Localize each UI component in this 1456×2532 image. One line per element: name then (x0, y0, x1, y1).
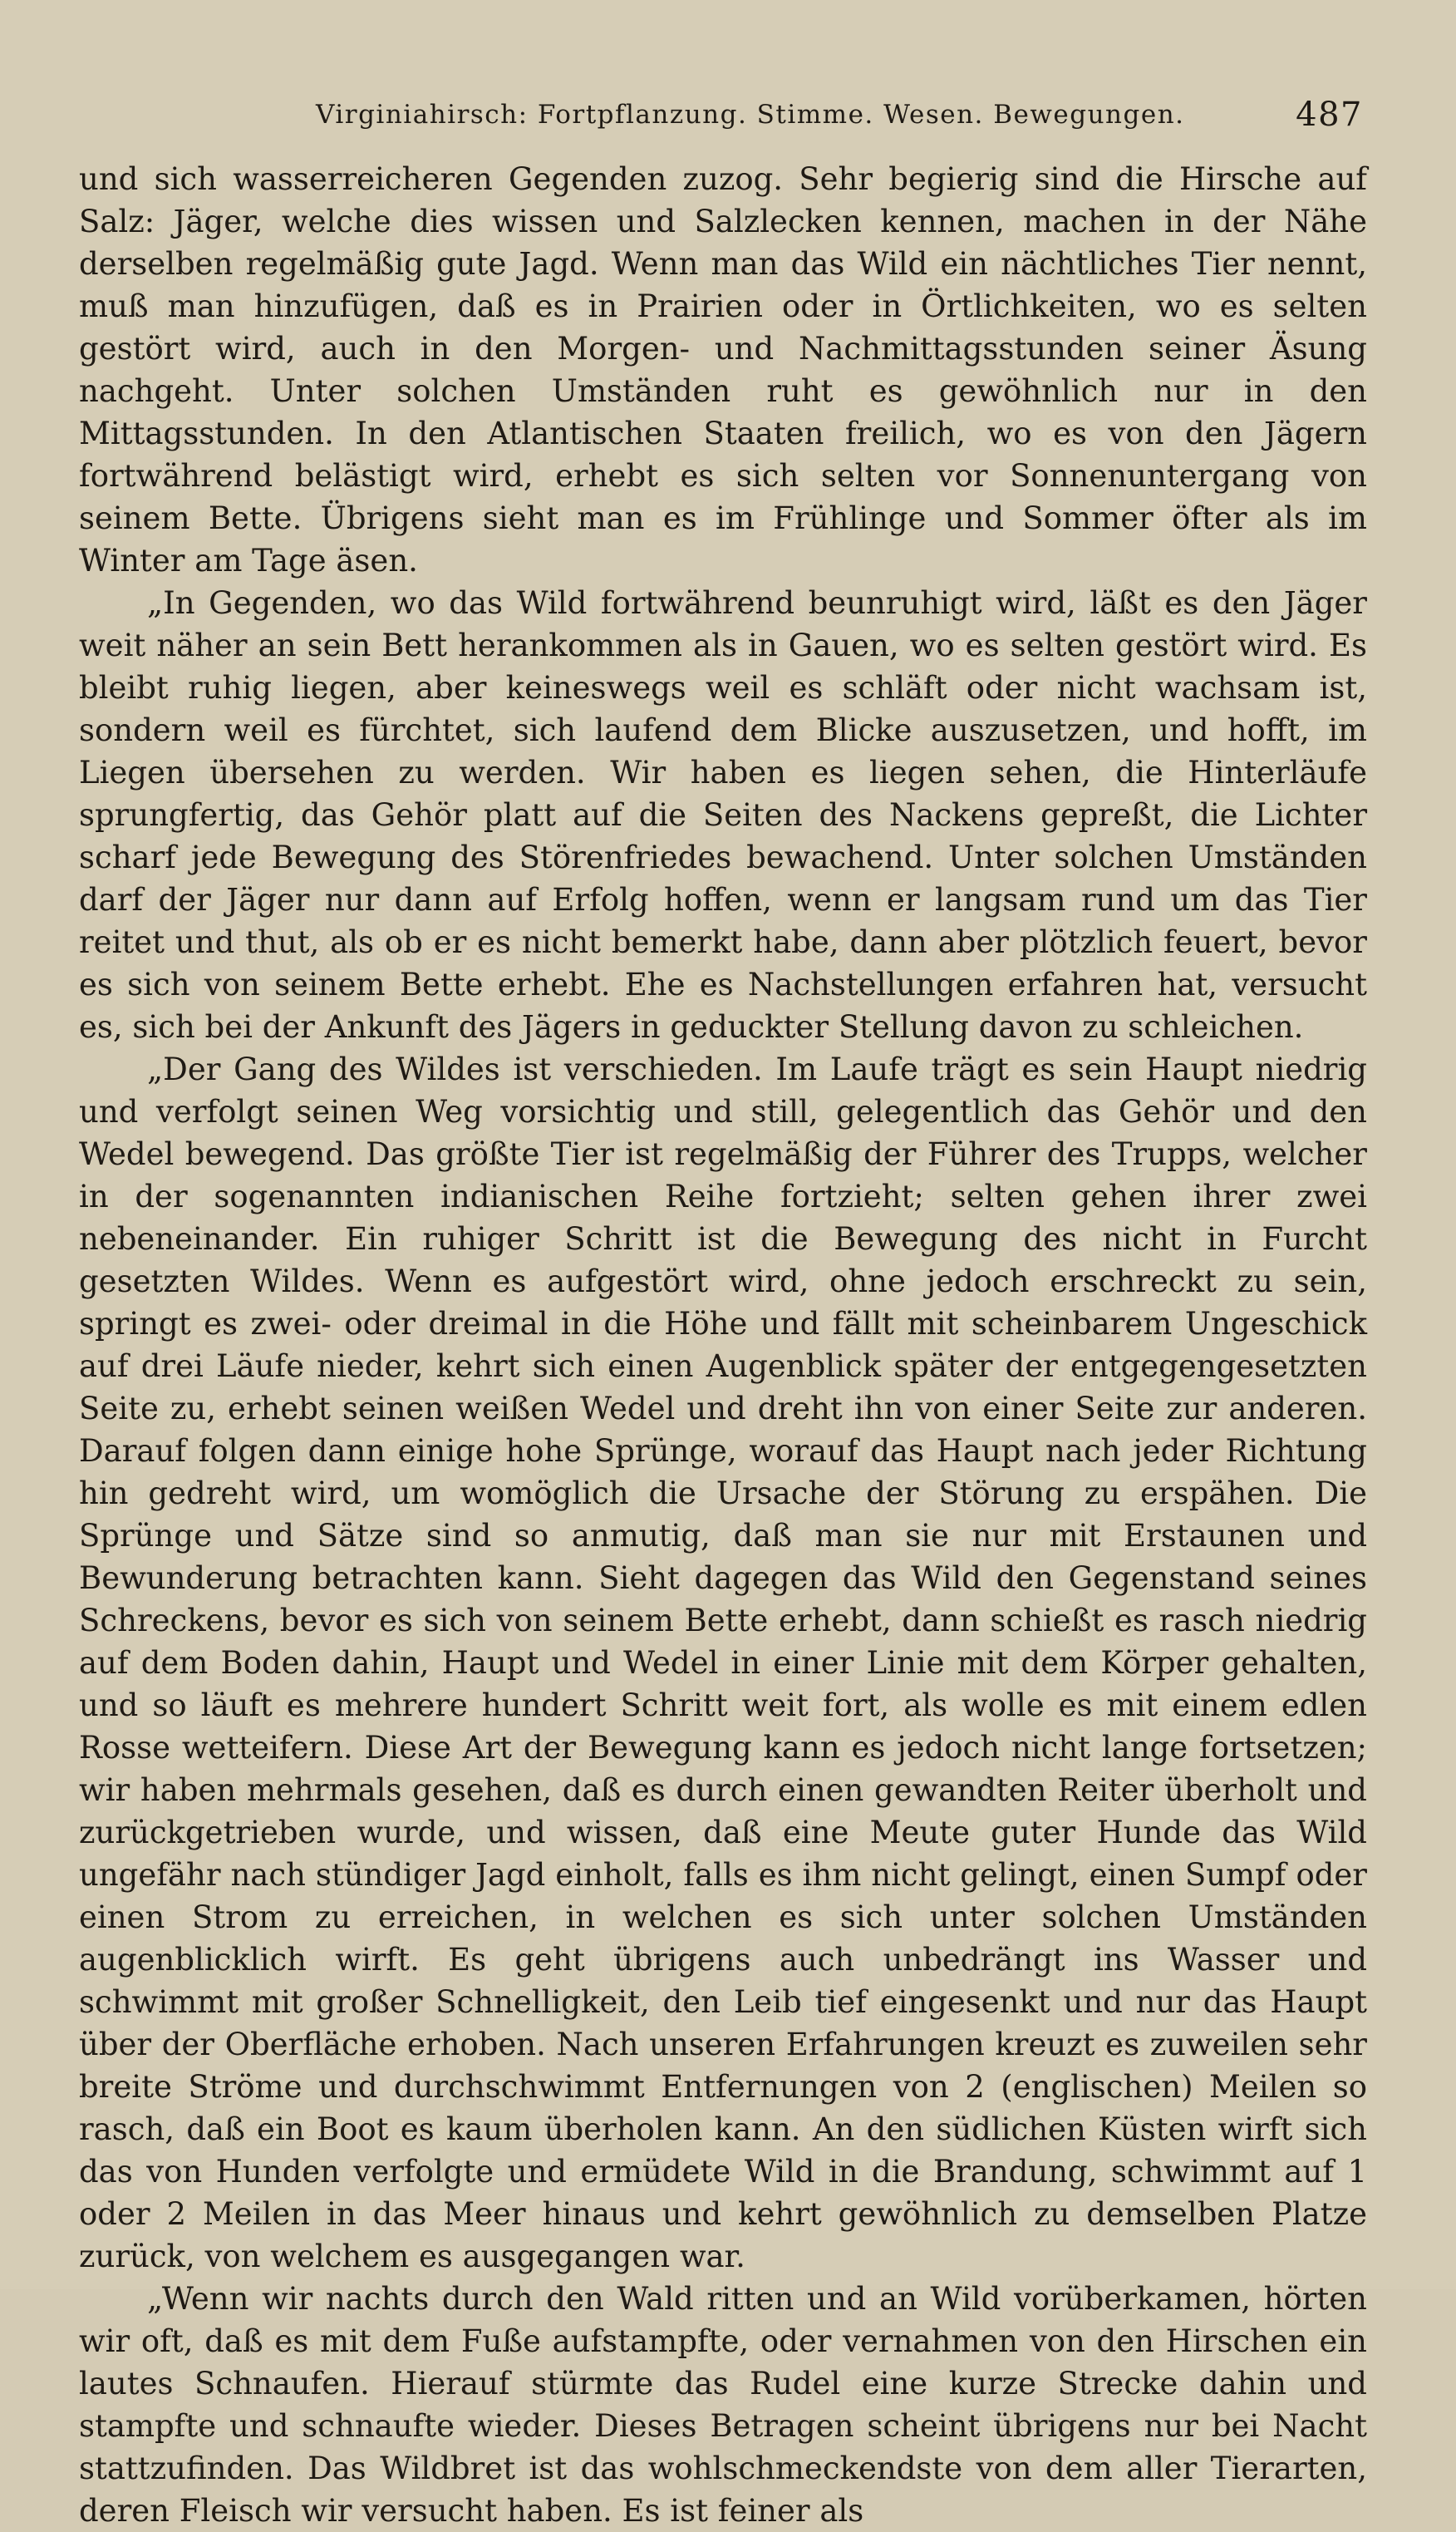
body-text (79, 158, 1367, 2532)
running-header (316, 90, 1363, 140)
paragraph-continuation: und sich wasserreicheren Gegenden zuzog. Sehr begierig sind die Hirsche auf Salz: Jäger, welche dies wissen und Salzlecken kennen, machen in der Nähe derselben regelmäßig gute Jagd. Wenn man das Wild ein nächtliches Tier nennt, muß man hinzufügen, daß es in Prairien oder in Örtlichkeiten, wo es selten gestört wird, auch in den Morgen- und Nachmittagsstunden seiner Äsung nachgeht. Unter solchen Umständen ruht es gewöhnlich nur in den Mittagsstunden. In den Atlantischen Staaten freilich, wo es von den Jägern fortwährend belästigt wird, erhebt es sich selten vor Sonnenuntergang von seinem Bette. Übrigens sieht man es im Frühlinge und Sommer öfter als im Winter am Tage äsen. (79, 161, 1367, 579)
paragraph-quote-resting: „In Gegenden, wo das Wild fortwährend beunruhigt wird, läßt es den Jäger weit näher an sein Bett herankommen als in Gauen, wo es selten gestört wird. Es bleibt ruhig liegen, aber keineswegs weil es schläft oder nicht wachsam ist, sondern weil es fürchtet, sich laufend dem Blicke auszusetzen, und hofft, im Liegen übersehen zu werden. Wir haben es liegen sehen, die Hinterläufe sprungfertig, das Gehör platt auf die Seiten des Nackens gepreßt, die Lichter scharf jede Bewegung des Störenfriedes bewachend. Unter solchen Umständen darf der Jäger nur dann auf Erfolg hoffen, wenn er langsam rund um das Tier reitet und thut, als ob er es nicht bemerkt habe, dann aber plötzlich feuert, bevor es sich von seinem Bette erhebt. Ehe es Nachstellungen erfahren hat, versucht es, sich bei der Ankunft des Jägers in geduckter Stellung davon zu schleichen. (79, 585, 1367, 1045)
page-number: 487 (1296, 96, 1363, 134)
paragraph-quote-gait: „Der Gang des Wildes ist verschieden. Im Laufe trägt es sein Haupt niedrig und verfolgt seinen Weg vorsichtig und still, gelegentlich das Gehör und den Wedel bewegend. Das größte Tier ist regelmäßig der Führer des Trupps, welcher in der sogenannten indianischen Reihe fortzieht; selten gehen ihrer zwei nebeneinander. Ein ruhiger Schritt ist die Bewegung des nicht in Furcht gesetzten Wildes. Wenn es aufgestört wird, ohne jedoch erschreckt zu sein, springt es zwei- oder dreimal in die Höhe und fällt mit scheinbarem Ungeschick auf drei Läufe nieder, kehrt sich einen Augenblick später der entgegengesetzten Seite zu, erhebt seinen weißen Wedel und dreht ihn von einer Seite zur anderen. Darauf folgen dann einige hohe Sprünge, worauf das Haupt nach jeder Richtung hin gedreht wird, um womöglich die Ursache der Störung zu erspähen. Die Sprünge und Sätze sind so anmutig, daß man sie nur mit Erstaunen und Bewunderung betrachten kann. Sieht dagegen das Wild den Gegenstand seines Schreckens, bevor es sich von seinem Bette erhebt, dann schießt es rasch niedrig auf dem Boden dahin, Haupt und Wedel in einer Linie mit dem Körper gehalten, und so läuft es mehrere hundert Schritt weit fort, als wolle es mit einem edlen Rosse wetteifern. Diese Art der Bewegung kann es jedoch nicht lange fortsetzen; wir haben mehrmals gesehen, daß es durch einen gewandten Reiter überholt und zurückgetrieben wurde, und wissen, daß eine Meute guter Hunde das Wild ungefähr nach stündiger Jagd einholt, falls es ihm nicht gelingt, einen Sumpf oder einen Strom zu erreichen, in welchen es sich unter solchen Umständen augenblicklich wirft. Es geht übrigens auch unbedrängt ins Wasser und schwimmt mit großer Schnelligkeit, den Leib tief eingesenkt und nur das Haupt über der Oberfläche erhoben. Nach unseren Erfahrungen kreuzt es zuweilen sehr breite Ströme und durchschwimmt Entfernungen von 2 (englischen) Meilen so rasch, daß ein Boot es kaum überholen kann. An den südlichen Küsten wirft sich das von Hunden verfolgte und ermüdete Wild in die Brandung, schwimmt auf 1 oder 2 Meilen in das Meer hinaus und kehrt gewöhnlich zu demselben Platze zurück, von welchem es ausgegangen war. (79, 1052, 1367, 2274)
paragraph-quote-night: „Wenn wir nachts durch den Wald ritten und an Wild vorüberkamen, hörten wir oft, daß es mit dem Fuße aufstampfte, oder vernahmen von den Hirschen ein lautes Schnaufen. Hierauf stürmte das Rudel eine kurze Strecke dahin und stampfte und schnaufte wieder. Dieses Betragen scheint übrigens nur bei Nacht stattzufinden. Das Wildbret ist das wohlschmeckendste von dem aller Tierarten, deren Fleisch wir versucht haben. Es ist feiner als (79, 2281, 1367, 2529)
header-title: Virginiahirsch: Fortpflanzung. Stimme. Wesen. Bewegungen. (316, 100, 1185, 130)
